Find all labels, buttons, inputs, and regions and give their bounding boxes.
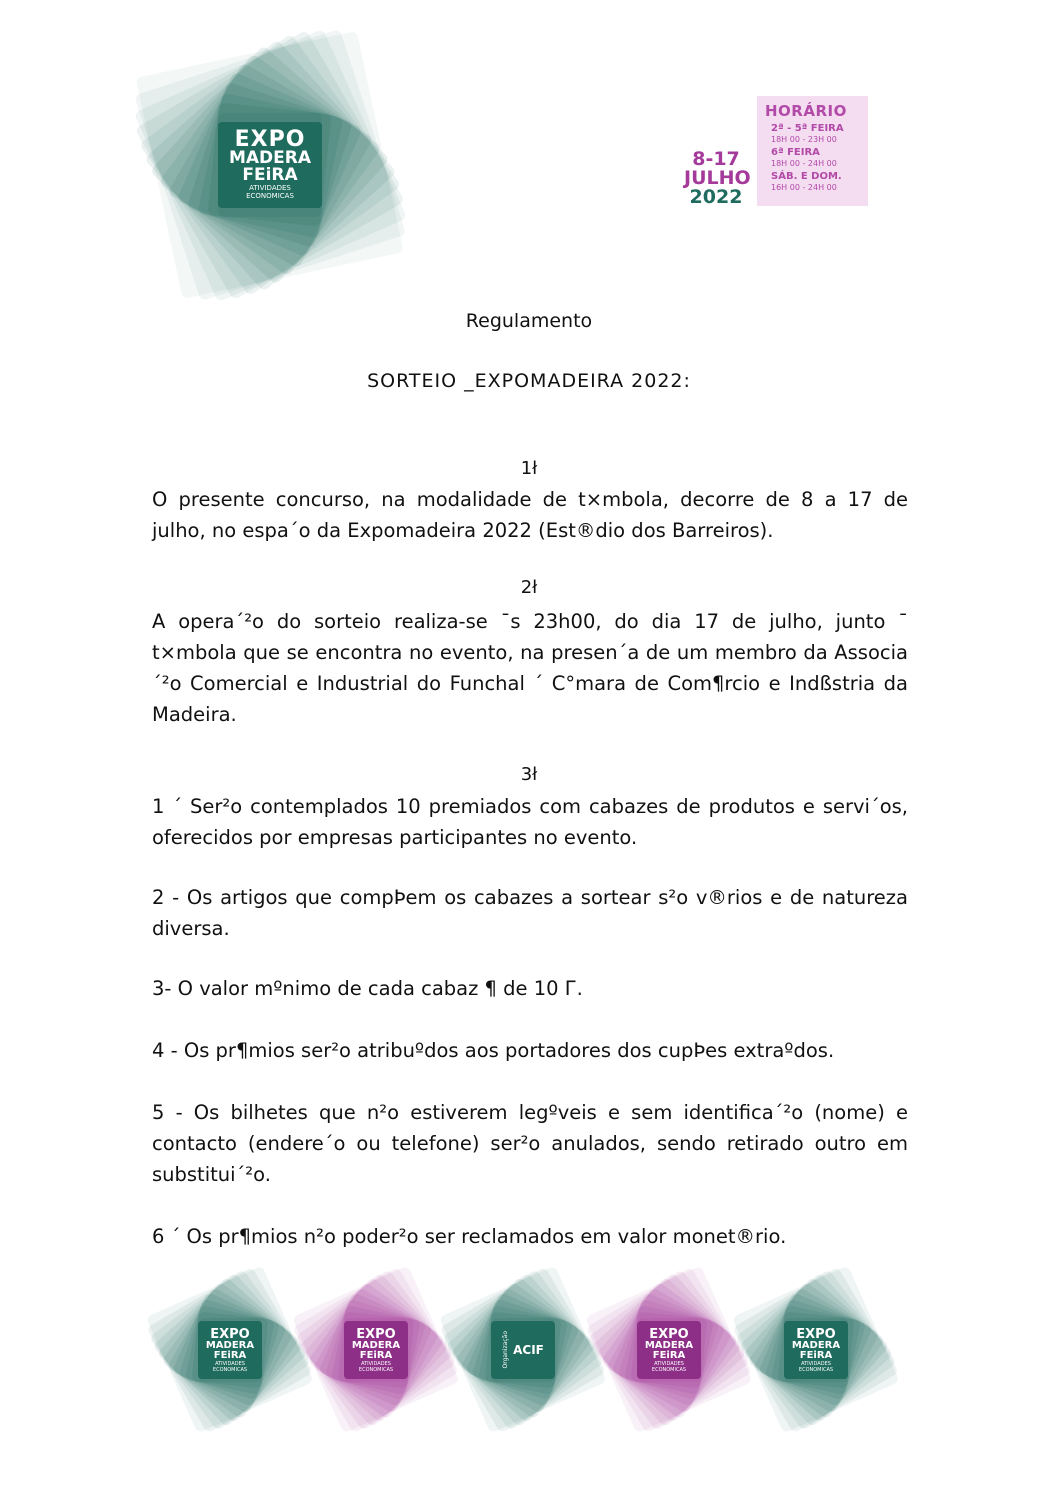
- footer-logo-core: [344, 1321, 408, 1379]
- horario-days-1: 2ª - 5ª FEIRA: [771, 123, 844, 134]
- acif-logo-core: [491, 1321, 555, 1379]
- horario-time-3: 16H 00 - 24H 00: [771, 183, 837, 192]
- footer-logo-acif: [443, 1270, 603, 1430]
- footer-logo-feira: FEiRA: [799, 1349, 833, 1361]
- logo-madera-text: MADERA: [228, 148, 312, 168]
- expomadeira-logo: [150, 60, 390, 270]
- article-number-2: 2ł: [520, 577, 538, 598]
- footer-logo-expo: EXPO: [356, 1326, 396, 1342]
- article-2-text: A opera´²o do sorteio realiza-se ¯s 23h00, do dia 17 de julho, junto ¯ t×mbola que se encontra no evento, na presen´a de um membro da Associa´²o Comercial e Industrial do Funchal ´ C°mara de Com¶rcio e Indßstria da Madeira.: [152, 610, 908, 726]
- date-month: JULHO: [684, 167, 751, 189]
- article-1-text: O presente concurso, na modalidade de t×mbola, decorre de 8 a 17 de julho, no espa´o da Expomadeira 2022 (Est®dio dos Barreiros).: [152, 488, 908, 542]
- footer-logo-expo: EXPO: [649, 1326, 689, 1342]
- document-subtitle: SORTEIO _EXPOMADEIRA 2022:: [367, 370, 691, 392]
- footer-logo-feira: FEiRA: [652, 1349, 686, 1361]
- article-3-item-3: 3- O valor mºnimo de cada cabaz ¶ de 10 Г.: [152, 977, 583, 1000]
- footer-logo-atividades: ATIVIDADES ECONOMICAS: [212, 1360, 248, 1373]
- horario-box: [757, 96, 868, 206]
- logo-economicas-text: ECONOMICAS: [246, 192, 294, 200]
- footer-logo-madera: MADERA: [351, 1339, 401, 1351]
- document-title: Regulamento: [465, 310, 593, 332]
- footer-logo-core: [784, 1321, 848, 1379]
- logo-expo-text: EXPO: [234, 127, 306, 152]
- horario-days-2: 6ª FEIRA: [771, 147, 820, 158]
- article-number-3: 3ł: [520, 764, 538, 785]
- horario-time-1: 18H 00 - 23H 00: [771, 135, 837, 144]
- footer-logo-core: [198, 1321, 262, 1379]
- footer-logo-4: [589, 1270, 749, 1430]
- article-3-item-6: 6 ´ Os pr¶mios n²o poder²o ser reclamados em valor monet®rio.: [152, 1225, 787, 1248]
- article-3-item-5: 5 - Os bilhetes que n²o estiverem legºveis e sem identifica´²o (nome) e contacto (endere´o ou telefone) ser²o anulados, sendo retirado outro em substitui´²o.: [152, 1101, 908, 1186]
- footer-logo-1: [150, 1270, 310, 1430]
- acif-org-label: Organização: [502, 1331, 510, 1369]
- horario-time-2: 18H 00 - 24H 00: [771, 159, 837, 168]
- acif-name: ACIF: [513, 1343, 544, 1357]
- article-3-item-2: 2 - Os artigos que compÞem os cabazes a sortear s²o v®rios e de natureza diversa.: [152, 886, 908, 940]
- logo-core: [218, 122, 322, 208]
- logo-feira-text: FEiRA: [242, 165, 298, 185]
- horario-title: HORÁRIO: [765, 102, 847, 120]
- article-3-item-4: 4 - Os pr¶mios ser²o atribuºdos aos portadores dos cupÞes extraºdos.: [152, 1039, 835, 1062]
- horario-days-3: SÁB. E DOM.: [771, 171, 842, 182]
- article-3-item-1: 1 ´ Ser²o contemplados 10 premiados com cabazes de produtos e servi´os, oferecidos por empresas participantes no evento.: [152, 795, 908, 849]
- footer-logo-expo: EXPO: [796, 1326, 836, 1342]
- article-number-1: 1ł: [520, 458, 538, 479]
- footer-logo-expo: EXPO: [210, 1326, 250, 1342]
- footer-logo-atividades: ATIVIDADES ECONOMICAS: [358, 1360, 394, 1373]
- footer-logo-2: [296, 1270, 456, 1430]
- footer-logo-atividades: ATIVIDADES ECONOMICAS: [651, 1360, 687, 1373]
- footer-logo-madera: MADERA: [791, 1339, 841, 1351]
- date-year: 2022: [689, 186, 743, 208]
- logo-atividades-text: ATIVIDADES: [249, 184, 291, 192]
- footer-logo-madera: MADERA: [644, 1339, 694, 1351]
- date-range: 8-17: [692, 148, 740, 170]
- event-dates: [684, 148, 751, 208]
- footer-logo-5: [736, 1270, 896, 1430]
- footer-logo-madera: MADERA: [205, 1339, 255, 1351]
- footer-logo-feira: FEiRA: [213, 1349, 247, 1361]
- footer-logo-core: [637, 1321, 701, 1379]
- footer-logo-atividades: ATIVIDADES ECONOMICAS: [798, 1360, 834, 1373]
- footer-logo-feira: FEiRA: [359, 1349, 393, 1361]
